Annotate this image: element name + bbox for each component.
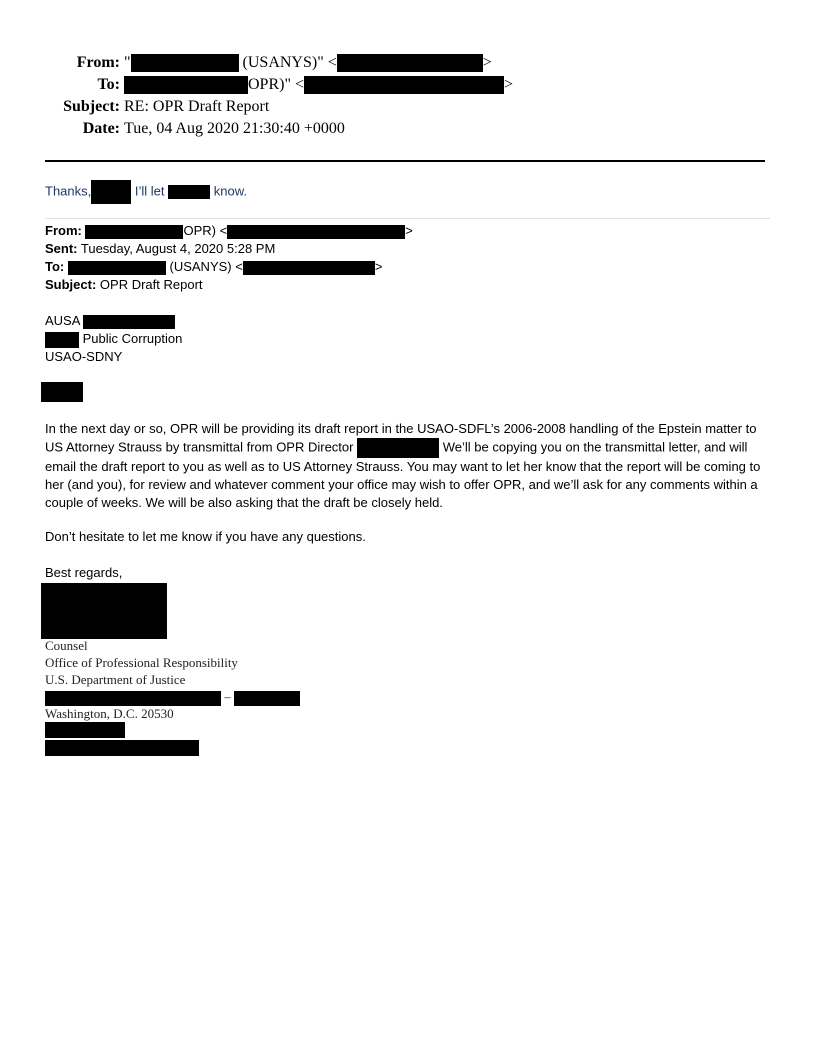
recipient-division: Public Corruption: [82, 331, 183, 346]
recipient-ausa: AUSA: [45, 313, 80, 328]
recipient-block: [45, 312, 182, 366]
redaction-box: [91, 180, 131, 204]
orig-to-row: To: (USANYS) < >: [45, 259, 383, 274]
redaction-box: [45, 691, 221, 706]
redaction-box: [234, 691, 300, 706]
signature-city: Washington, D.C. 20530: [45, 706, 174, 721]
date-label: Date:: [82, 120, 120, 137]
orig-sent-row: [45, 240, 413, 258]
date-value: Tue, 04 Aug 2020 21:30:40 +0000: [124, 120, 345, 137]
orig-subject-row: [45, 276, 413, 294]
orig-sent-value: Tuesday, August 4, 2020 5:28 PM: [80, 241, 276, 256]
reply-ill-let: I’ll let: [134, 183, 165, 199]
redaction-box: [83, 315, 175, 329]
reply-thanks: Thanks,: [45, 183, 92, 199]
redaction-box: [45, 722, 125, 738]
redaction-box: [357, 438, 439, 458]
email-header: [0, 52, 816, 142]
body-paragraph-2: Don’t hesitate to let me know if you have any questions.: [45, 529, 366, 544]
redaction-box: [243, 261, 375, 275]
to-org: OPR)" <: [248, 76, 305, 93]
body-paragraph-1: In the next day or so, OPR will be providing its draft report in the USAO-SDFL’s 2006-2008 handling of the Epstein matter to US Attorney Strauss by transmittal from OPR Director We’ll be copying you on the transmittal letter, and will email the draft report to you as well as to US Attorney Strauss. You may want to let her know that the report will be coming to her (and you), for review and whatever comment your office may wish to offer OPR, and we’ll ask for any comments within a couple of weeks. We will be also asking that the draft be closely held.: [45, 421, 761, 510]
redaction-box: [45, 332, 79, 348]
redaction-box: [337, 54, 483, 72]
reply-line: [45, 180, 247, 204]
from-org: (USANYS)" <: [238, 54, 337, 71]
redaction-box: [41, 583, 167, 639]
to-value: OPR)" < >: [124, 74, 513, 96]
recipient-office: USAO-SDNY: [45, 349, 123, 364]
header-divider: [45, 160, 765, 162]
quote-divider: [45, 218, 770, 219]
redaction-box: [124, 76, 248, 94]
orig-sent-label: Sent:: [45, 241, 78, 256]
redaction-box: [41, 382, 83, 402]
orig-subject-label: Subject:: [45, 277, 97, 292]
from-value: " (USANYS)" < >: [124, 54, 492, 71]
signature-title: Counsel: [45, 638, 88, 653]
reply-know: know.: [213, 183, 247, 199]
redaction-box: [68, 261, 166, 275]
redaction-box: [168, 185, 210, 199]
signature-office: Office of Professional Responsibility: [45, 655, 238, 670]
closing: Best regards,: [45, 565, 123, 580]
orig-subject-value: OPR Draft Report: [99, 277, 203, 292]
to-label: To:: [97, 76, 120, 93]
from-label: From:: [76, 54, 120, 71]
original-meta: [45, 222, 413, 294]
signature-dept: U.S. Department of Justice: [45, 672, 186, 687]
redaction-box: [304, 76, 504, 94]
orig-from-row: From: OPR) < >: [45, 223, 413, 238]
redaction-box: [85, 225, 183, 239]
signature-block: Counsel Office of Professional Responsibility U.S. Department of Justice – Washington, D.C. 20530: [45, 637, 300, 722]
subject-value: RE: OPR Draft Report: [124, 98, 270, 115]
orig-to-label: To:: [45, 259, 65, 274]
redaction-box: [227, 225, 405, 239]
orig-from-label: From:: [45, 223, 82, 238]
subject-label: Subject:: [63, 98, 120, 115]
redaction-box: [45, 740, 199, 756]
redaction-box: [131, 54, 239, 72]
